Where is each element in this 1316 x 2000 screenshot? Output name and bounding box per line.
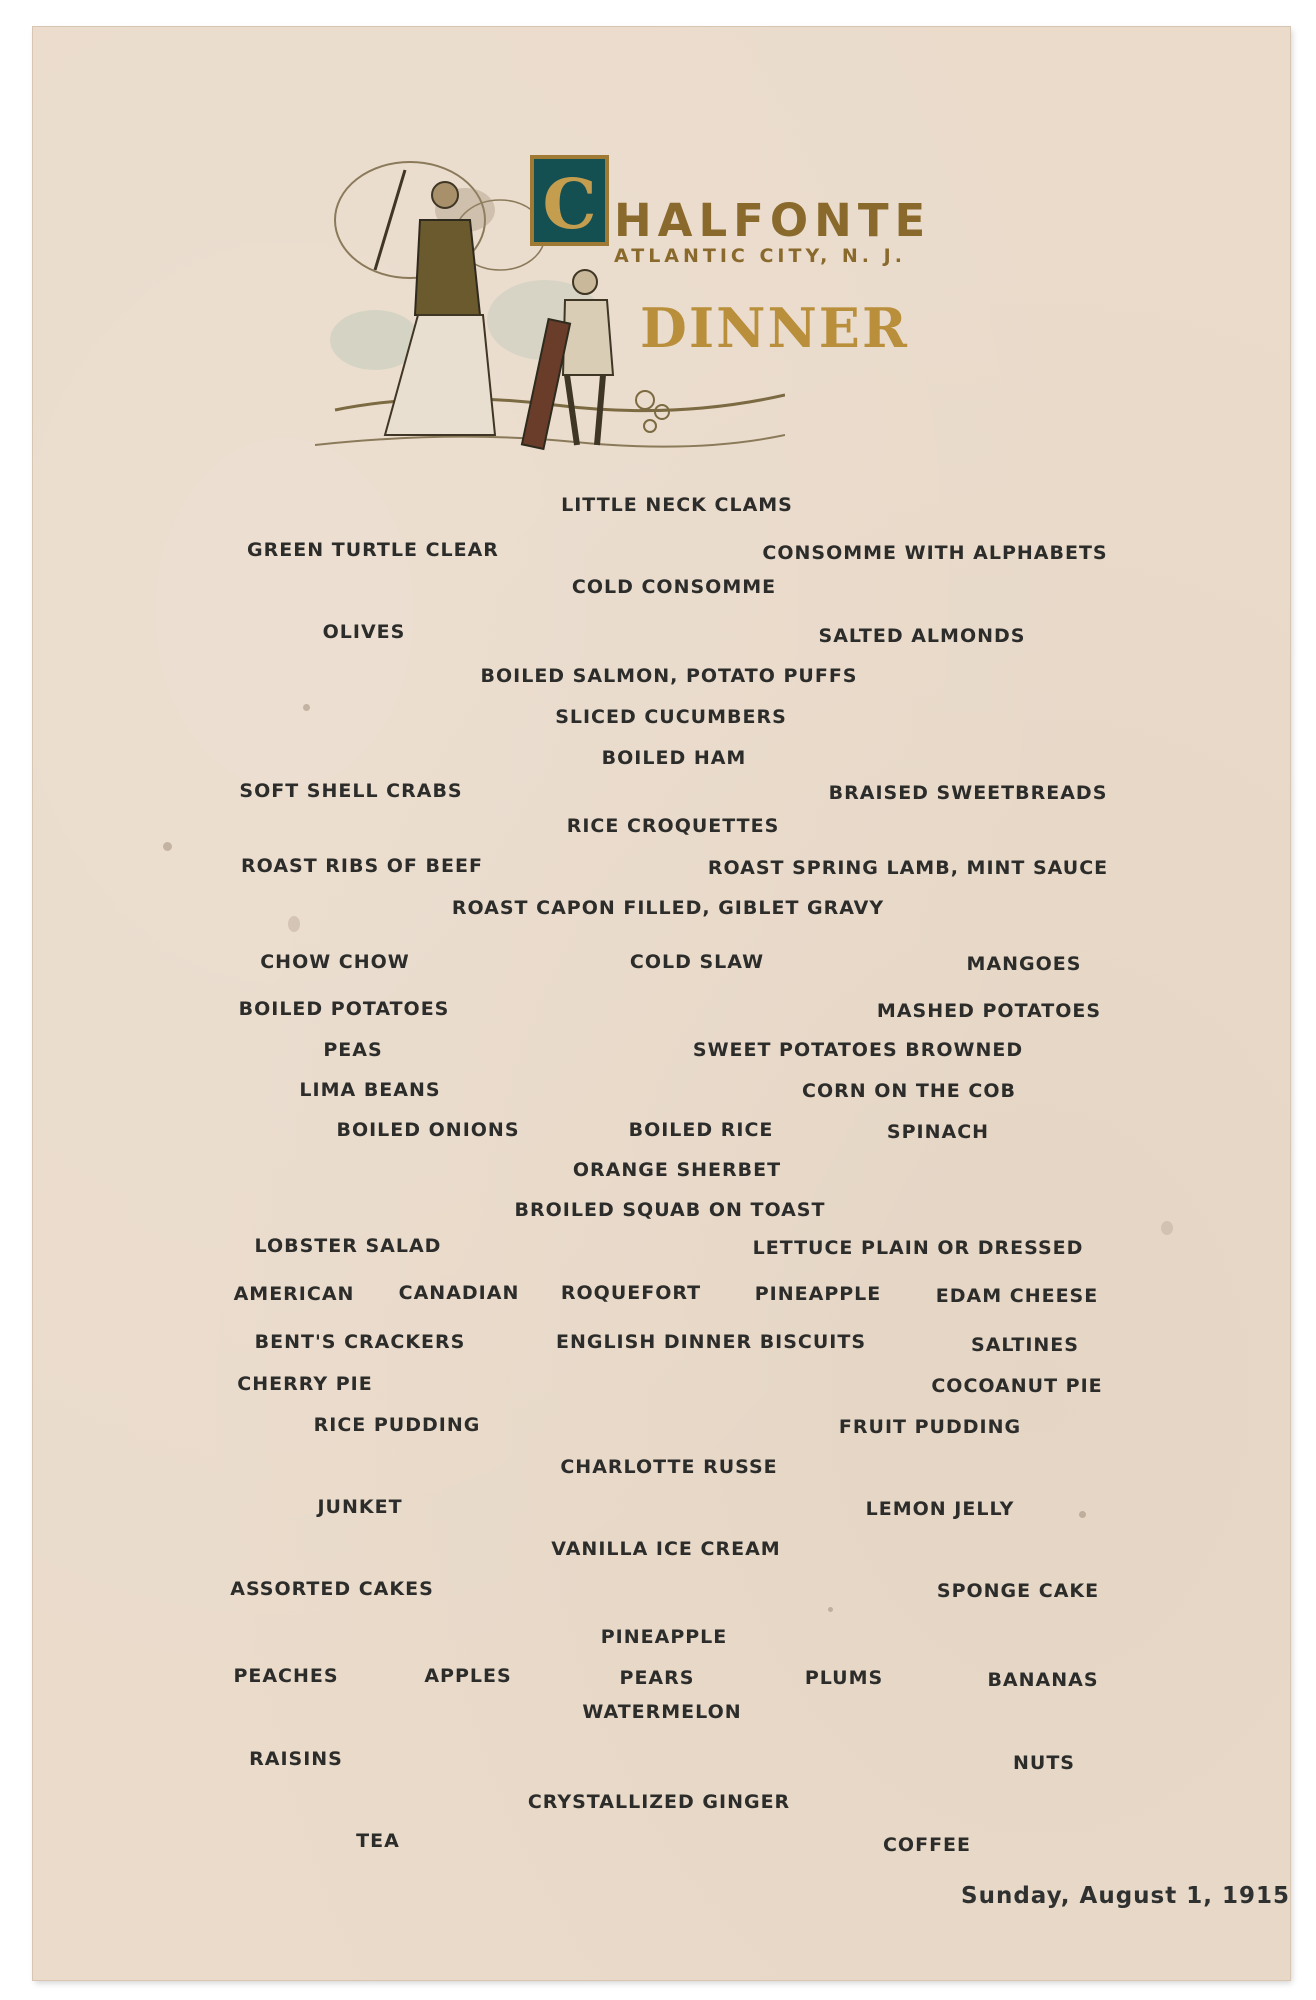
- menu-item: ENGLISH DINNER BISCUITS: [555, 1331, 867, 1353]
- menu-item: BRAISED SWEETBREADS: [828, 782, 1108, 804]
- menu-item: PEACHES: [233, 1665, 339, 1687]
- menu-item: TEA: [356, 1830, 400, 1852]
- menu-item: COFFEE: [882, 1834, 972, 1856]
- menu-item: LETTUCE PLAIN OR DRESSED: [752, 1237, 1084, 1259]
- menu-item: APPLES: [424, 1665, 512, 1687]
- menu-item: ROAST CAPON FILLED, GIBLET GRAVY: [451, 897, 885, 919]
- menu-item: ORANGE SHERBET: [572, 1159, 782, 1181]
- menu-item: ROAST SPRING LAMB, MINT SAUCE: [707, 857, 1109, 879]
- monogram-letter: C: [542, 165, 597, 245]
- menu-item: RICE PUDDING: [313, 1414, 481, 1436]
- menu-item: COLD SLAW: [629, 951, 765, 973]
- menu-item: PEAS: [323, 1039, 383, 1061]
- menu-item: BROILED SQUAB ON TOAST: [514, 1199, 826, 1221]
- menu-item: BOILED SALMON, POTATO PUFFS: [480, 665, 858, 687]
- menu-item: SWEET POTATOES BROWNED: [692, 1039, 1024, 1061]
- menu-item: MANGOES: [966, 953, 1082, 975]
- stain-spot: [1079, 1511, 1086, 1518]
- menu-item: COLD CONSOMME: [571, 576, 777, 598]
- menu-item: FRUIT PUDDING: [838, 1416, 1022, 1438]
- menu-item: BENT'S CRACKERS: [254, 1331, 466, 1353]
- hotel-name: HALFONTE: [614, 194, 932, 247]
- menu-item: RICE CROQUETTES: [566, 815, 780, 837]
- menu-item: SLICED CUCUMBERS: [555, 706, 787, 728]
- menu-item: GREEN TURTLE CLEAR: [247, 539, 499, 561]
- menu-item: CHERRY PIE: [237, 1373, 373, 1395]
- menu-item: PEARS: [619, 1667, 695, 1689]
- menu-item: OLIVES: [322, 621, 406, 643]
- menu-item: CORN ON THE COB: [802, 1080, 1016, 1102]
- menu-item: CRYSTALLIZED GINGER: [527, 1791, 791, 1813]
- menu-item: ASSORTED CAKES: [230, 1578, 434, 1600]
- menu-item: CANADIAN: [398, 1282, 520, 1304]
- menu-item: LITTLE NECK CLAMS: [561, 494, 793, 516]
- menu-item: ROQUEFORT: [560, 1282, 702, 1304]
- menu-item: LEMON JELLY: [865, 1498, 1015, 1520]
- meal-title: DINNER: [640, 296, 909, 360]
- menu-item: SALTED ALMONDS: [818, 625, 1026, 647]
- menu-item: PINEAPPLE: [600, 1626, 728, 1648]
- menu-item: COCOANUT PIE: [931, 1375, 1103, 1397]
- hotel-location: ATLANTIC CITY, N. J.: [614, 245, 906, 267]
- menu-item: PLUMS: [804, 1667, 884, 1689]
- menu-item: BANANAS: [987, 1669, 1099, 1691]
- menu-item: LOBSTER SALAD: [254, 1235, 442, 1257]
- menu-item: BOILED ONIONS: [336, 1119, 520, 1141]
- menu-item: SPINACH: [886, 1121, 990, 1143]
- menu-item: ROAST RIBS OF BEEF: [241, 855, 483, 877]
- menu-item: PINEAPPLE: [754, 1283, 882, 1305]
- menu-item: BOILED HAM: [601, 747, 747, 769]
- menu-date: Sunday, August 1, 1915: [961, 1883, 1291, 1909]
- menu-item: EDAM CHEESE: [935, 1285, 1099, 1307]
- stain-spot: [1161, 1221, 1173, 1235]
- monogram-badge: [530, 155, 609, 246]
- menu-item: CONSOMME WITH ALPHABETS: [762, 542, 1108, 564]
- menu-item: SOFT SHELL CRABS: [239, 780, 463, 802]
- menu-item: WATERMELON: [582, 1701, 742, 1723]
- menu-item: RAISINS: [249, 1748, 343, 1770]
- stain-spot: [828, 1607, 833, 1612]
- menu-item: SPONGE CAKE: [936, 1580, 1100, 1602]
- menu-item: NUTS: [1013, 1752, 1075, 1774]
- stain-spot: [163, 842, 172, 851]
- menu-item: JUNKET: [317, 1496, 403, 1518]
- menu-item: BOILED RICE: [628, 1119, 774, 1141]
- menu-item: CHARLOTTE RUSSE: [560, 1456, 778, 1478]
- menu-item: SALTINES: [971, 1334, 1079, 1356]
- menu-item: CHOW CHOW: [260, 951, 410, 973]
- stain-spot: [303, 704, 310, 711]
- menu-item: AMERICAN: [233, 1283, 355, 1305]
- menu-item: LIMA BEANS: [299, 1079, 441, 1101]
- stain-spot: [288, 916, 300, 932]
- menu-item: BOILED POTATOES: [238, 998, 450, 1020]
- menu-item: VANILLA ICE CREAM: [551, 1538, 781, 1560]
- menu-item: MASHED POTATOES: [876, 1000, 1102, 1022]
